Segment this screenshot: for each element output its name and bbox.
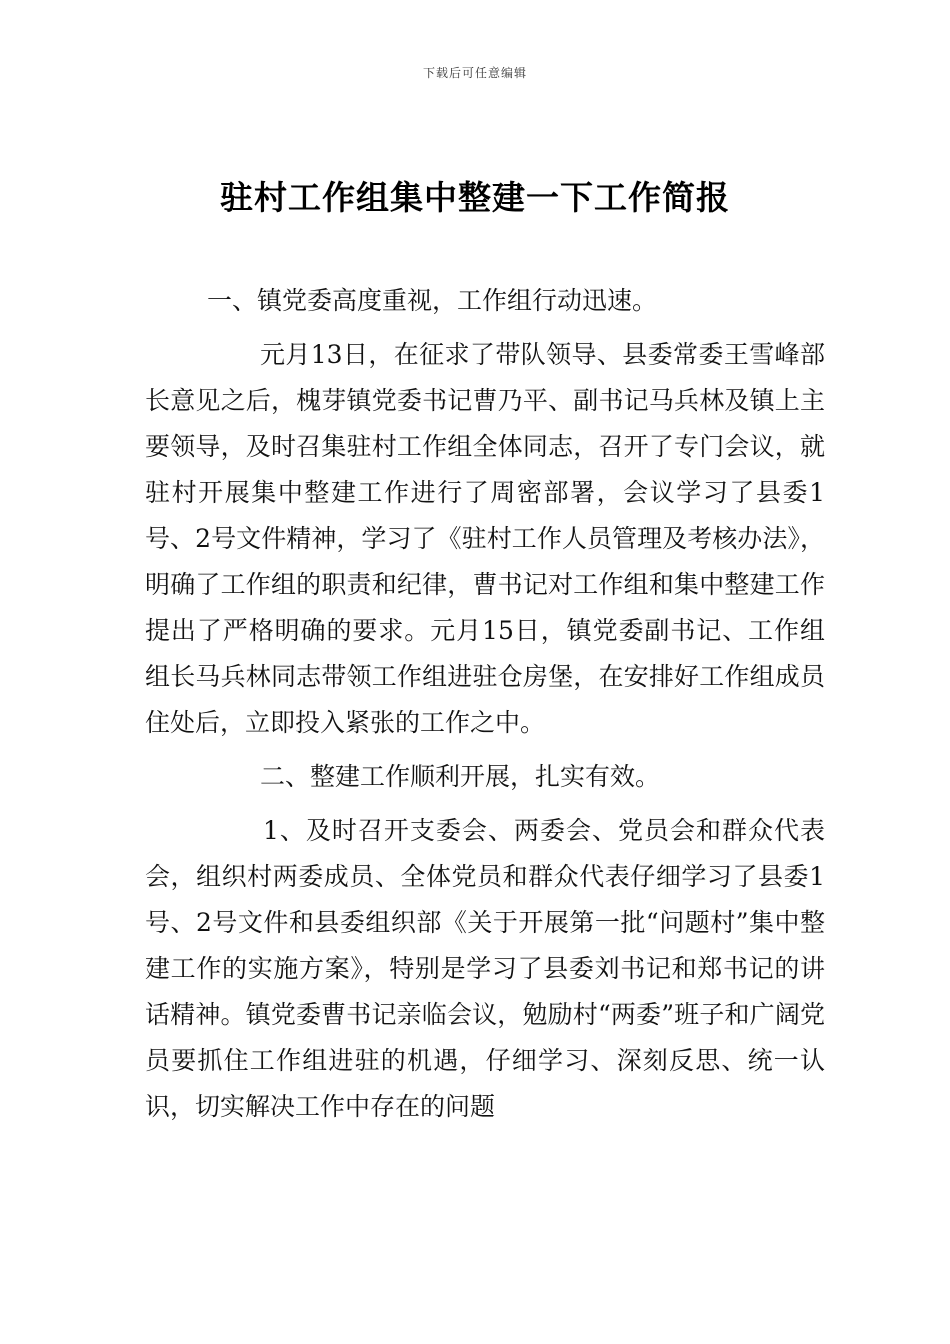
section-heading-2: 二、整建工作顺利开展，扎实有效。 — [260, 762, 661, 791]
document-title: 驻村工作组集中整建一下工作简报 — [220, 178, 730, 217]
section-heading-1: 一、镇党委高度重视，工作组行动迅速。 — [207, 286, 658, 315]
header-note: 下载后可任意编辑 — [422, 66, 527, 80]
section-paragraph-1: 元月13日，在征求了带队领导、县委常委王雪峰部长意见之后，槐芽镇党委书记曹乃平、副书记马兵林及镇上主要领导，及时召集驻村工作组全体同志，召开了专门会议，就驻村开展集中整建工作进行了周密部署，会议学习了县委1号、2号文件精神，学习了《驻村工作人员管理及考核办法》，明确了工作组的职责和纪律，曹书记对工作组和集中整建工作提出了严格明确的要求。元月15日，镇党委副书记、工作组组长马兵林同志带领工作组进驻仓房堡，在安排好工作组成员住处后，立即投入紧张的工作之中。 — [145, 340, 825, 737]
document-body — [145, 278, 825, 1130]
section-paragraph-2: 1、及时召开支委会、两委会、党员会和群众代表会，组织村两委成员、全体党员和群众代表仔细学习了县委1号、2号文件和县委组织部《关于开展第一批“问题村”集中整建工作的实施方案》，特别是学习了县委刘书记和郑书记的讲话精神。镇党委曹书记亲临会议，勉励村“两委”班子和广阔党员要抓住工作组进驻的机遇，仔细学习、深刻反思、统一认识，切实解决工作中存在的问题 — [145, 816, 825, 1121]
